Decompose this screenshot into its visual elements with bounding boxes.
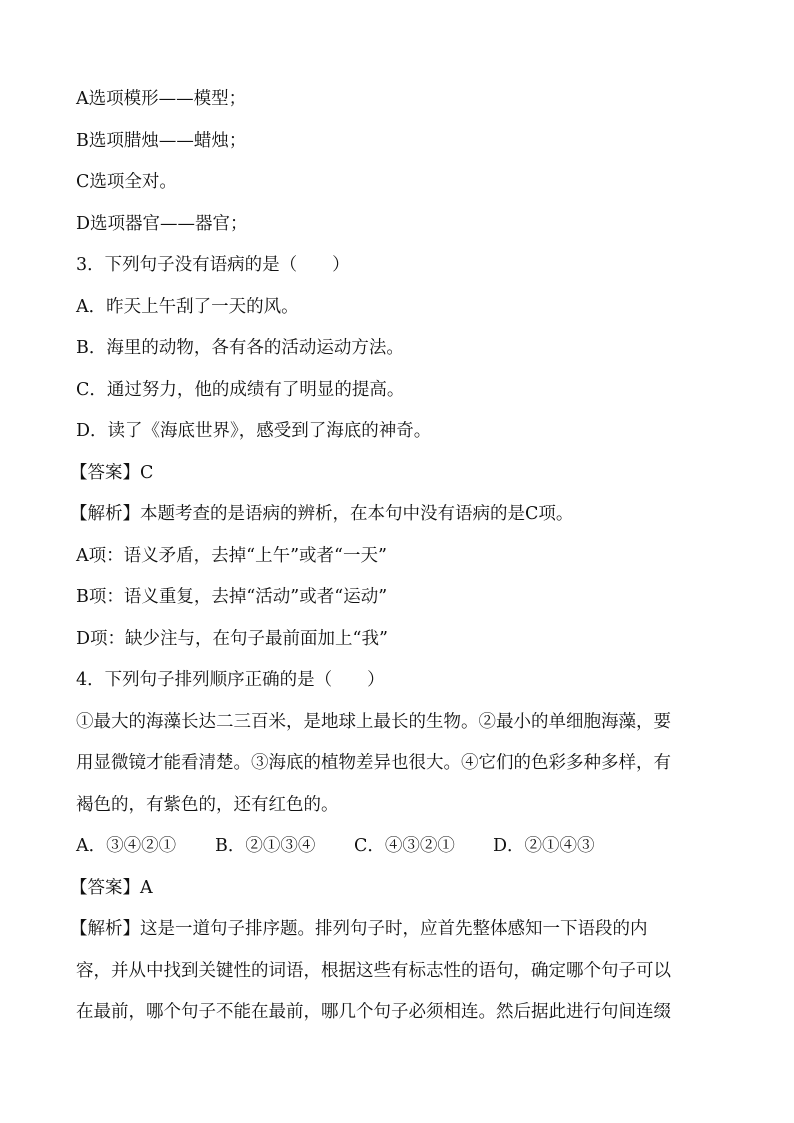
- question-3-option-b: B．海里的动物，各有各的活动运动方法。: [76, 338, 404, 358]
- text-line: D选项器官——器官；: [76, 214, 248, 234]
- question-3-option-a: A．昨天上午刮了一天的风。: [76, 297, 299, 317]
- text-line: A选项模形——模型；: [76, 89, 247, 109]
- question-4-passage: ①最大的海藻长达二三百米，是地球上最长的生物。②最小的单细胞海藻，要: [76, 712, 671, 732]
- answer-3: 【答案】C: [70, 463, 154, 483]
- question-4-options: [76, 835, 722, 857]
- answer-4: 【答案】A: [70, 878, 153, 898]
- analysis-3-line: D项：缺少注与，在句子最前面加上“我”: [76, 629, 388, 649]
- analysis-3: 【解析】本题考查的是语病的辨析，在本句中没有语病的是C项。: [70, 504, 574, 524]
- analysis-4-line: 在最前，哪个句子不能在最前，哪几个句子必须相连。然后据此进行句间连缀: [76, 1002, 671, 1022]
- question-4-option-a: A．③④②①: [76, 836, 177, 856]
- question-4: 4．下列句子排列顺序正确的是（ ）: [76, 670, 385, 690]
- question-4-option-d: D．②①④③: [493, 836, 595, 856]
- question-4-option-b: B．②①③④: [215, 836, 316, 856]
- question-3-option-c: C．通过努力，他的成绩有了明显的提高。: [76, 380, 405, 400]
- analysis-3-line: B项：语义重复，去掉“活动”或者“运动”: [76, 587, 388, 607]
- analysis-3-line: A项：语义矛盾，去掉“上午”或者“一天”: [76, 546, 387, 566]
- analysis-4: 【解析】这是一道句子排序题。排列句子时，应首先整体感知一下语段的内: [70, 919, 648, 939]
- question-3-option-d: D．读了《海底世界》，感受到了海底的神奇。: [76, 421, 432, 441]
- question-4-option-c: C．④③②①: [354, 836, 455, 856]
- text-line: B选项腊烛——蜡烛；: [76, 131, 247, 151]
- text-line: C选项全对。: [76, 172, 177, 192]
- question-4-passage: 褐色的，有紫色的，还有红色的。: [76, 795, 339, 815]
- question-4-passage: 用显微镜才能看清楚。③海底的植物差异也很大。④它们的色彩多种多样，有: [76, 753, 671, 773]
- analysis-4-line: 容，并从中找到关键性的词语，根据这些有标志性的语句，确定哪个句子可以: [76, 961, 671, 981]
- question-3: 3．下列句子没有语病的是（ ）: [76, 255, 350, 275]
